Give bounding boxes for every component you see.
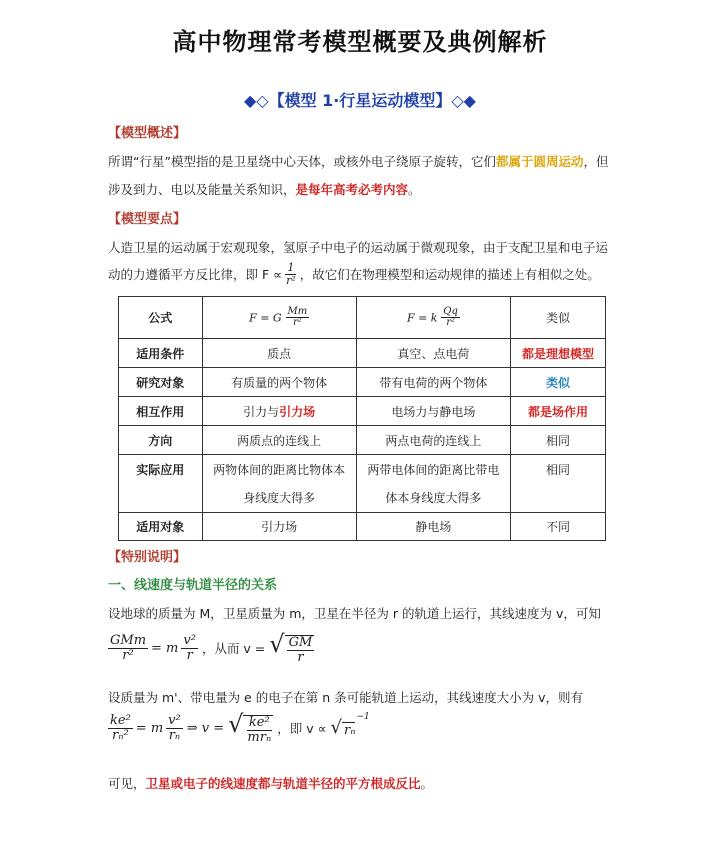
- formula-prefix: F = G: [249, 311, 282, 324]
- coulomb-cell: 电场力与静电场: [356, 397, 510, 426]
- table-row: [119, 368, 606, 397]
- fraction-denominator: r: [297, 649, 304, 665]
- fraction-denominator: r²: [293, 317, 302, 328]
- key-points-line-1: 人造卫星的运动属于宏观现象，氢原子中电子的运动属于微观现象，由于支配卫星和电子运: [108, 240, 609, 255]
- conclusion-line: [108, 774, 433, 792]
- coulomb-cell: 静电场: [356, 513, 510, 541]
- document-title: 高中物理常考模型概要及典例解析: [172, 27, 548, 56]
- row-label: 适用条件: [119, 339, 203, 368]
- v2-over-rn-fraction: [166, 714, 183, 742]
- cell-text: 引力与: [243, 404, 280, 419]
- conclusion-text: 可见，: [108, 776, 146, 791]
- equals-m: = m: [135, 720, 164, 736]
- inverse-square-fraction: [284, 262, 298, 286]
- overview-text-end: ，但: [583, 154, 609, 169]
- gravity-cell: 引力场: [202, 513, 356, 541]
- overview-text-2: 涉及到力、电以及能量关系知识，: [108, 182, 296, 197]
- key-points-heading: 【模型要点】: [108, 212, 187, 227]
- coulomb-cell: 真空、点电荷: [356, 339, 510, 368]
- overview-highlight-circular: 都属于圆周运动: [495, 154, 584, 169]
- cell-line: 两带电体间的距离比带电: [367, 462, 500, 477]
- ke2-fraction: [108, 714, 133, 742]
- fraction-denominator: rₙ: [168, 727, 181, 743]
- fraction-denominator: rₙ²: [112, 727, 129, 743]
- gravity-cell: 两质点的连线上: [202, 426, 356, 455]
- fraction-numerator: GMm: [110, 633, 147, 648]
- fraction-denominator: mrₙ: [247, 729, 272, 745]
- coulomb-cell: 两点电荷的连线上: [356, 426, 510, 455]
- cell-highlight: 引力场: [279, 404, 316, 419]
- fraction-denominator: r²: [286, 273, 296, 287]
- v2-fraction: [181, 634, 198, 662]
- row-label: 相互作用: [119, 397, 203, 426]
- exponent: −1: [356, 712, 370, 722]
- satellite-paragraph: 设地球的质量为 M，卫星质量为 m，卫星在半径为 r 的轨道上运行，其线速度为 v，可知: [108, 606, 601, 621]
- compare-cell: 不同: [511, 513, 606, 541]
- sqrt-icon: √: [330, 716, 342, 738]
- coulomb-formula-cell: [356, 297, 510, 339]
- fraction-numerator: ke²: [110, 713, 131, 728]
- table-row: [119, 426, 606, 455]
- compare-cell: 都是场作用: [511, 397, 606, 426]
- rn-variable: rₙ: [344, 722, 356, 738]
- sqrt-body: [285, 635, 315, 664]
- table-row: [119, 455, 606, 513]
- row-label: 适用对象: [119, 513, 203, 541]
- gm-over-r-fraction: [287, 636, 315, 664]
- coulomb-cell: [356, 455, 510, 513]
- formula-prefix: F = k: [406, 311, 438, 324]
- comparison-table: [118, 296, 606, 541]
- electron-paragraph: 设质量为 m'、带电量为 e 的电子在第 n 条可能轨道上运动，其线速度大小为 v，则有: [108, 690, 583, 705]
- fraction-denominator: r: [186, 647, 193, 663]
- implies-arrow: ⇒ v =: [186, 720, 225, 736]
- sqrt-expression: [228, 712, 273, 744]
- key-points-text-end: ，故它们在物理模型和运动规律的描述上有相似之处。: [299, 267, 600, 283]
- gravity-formula-cell: [202, 297, 356, 339]
- compare-cell: 都是理想模型: [511, 339, 606, 368]
- overview-line-2: [108, 180, 421, 198]
- key-points-line-2: [108, 262, 600, 286]
- table-row: [119, 397, 606, 426]
- gravity-cell: [202, 455, 356, 513]
- special-heading: 【特别说明】: [108, 550, 187, 565]
- table-row-formula: [119, 297, 606, 339]
- gravity-cell: 有质量的两个物体: [202, 368, 356, 397]
- sqrt-icon: √: [269, 630, 285, 658]
- row-label: 方向: [119, 426, 203, 455]
- model-heading: ◆◇【模型 1·行星运动模型】◇◆: [243, 91, 476, 110]
- fraction-numerator: GM: [288, 635, 313, 650]
- key-points-text: 动的力遵循平方反比律，即 F ∝: [108, 267, 283, 283]
- fraction-numerator: v²: [168, 713, 181, 728]
- overview-heading: 【模型概述】: [108, 126, 187, 141]
- gmm-fraction: [108, 634, 148, 662]
- cell-line: 两物体间的距离比物体本: [213, 462, 346, 477]
- table-row: [119, 339, 606, 368]
- compare-cell: 类似: [511, 297, 606, 339]
- root-rn: [330, 716, 356, 738]
- equation-connector: ，即 v ∝: [277, 721, 327, 737]
- row-label: 研究对象: [119, 368, 203, 397]
- compare-cell: 类似: [511, 368, 606, 397]
- satellite-equation: [108, 632, 314, 664]
- fraction-numerator: Qq: [443, 305, 458, 317]
- coulomb-fraction: [441, 307, 460, 329]
- sqrt-body: [243, 715, 273, 744]
- overview-highlight-exam: 是每年高考必考内容: [295, 182, 409, 197]
- compare-cell: 相同: [511, 455, 606, 513]
- conclusion-highlight: 卫星或电子的线速度都与轨道半径的平方根成反比: [145, 776, 421, 791]
- compare-cell: 相同: [511, 426, 606, 455]
- cell-line: 体本身线度大得多: [385, 490, 482, 505]
- conclusion-end: 。: [420, 776, 434, 791]
- velocity-radius-heading: 一、线速度与轨道半径的关系: [108, 578, 278, 593]
- gravity-fraction: [286, 307, 310, 329]
- sqrt-icon: √: [228, 710, 244, 738]
- equation-connector: ，从而 v =: [201, 641, 266, 657]
- fraction-denominator: r²: [446, 317, 455, 328]
- sqrt-expression: [269, 632, 314, 664]
- fraction-numerator: 1: [287, 261, 295, 274]
- coulomb-cell: 带有电荷的两个物体: [356, 368, 510, 397]
- row-label: 实际应用: [119, 455, 203, 513]
- equals-m: = m: [151, 640, 179, 656]
- fraction-numerator: ke²: [248, 715, 270, 730]
- fraction-denominator: r²: [122, 647, 134, 663]
- cell-line: 身线度大得多: [243, 490, 316, 505]
- table-row: [119, 513, 606, 541]
- fraction-numerator: v²: [183, 633, 196, 648]
- row-label: 公式: [119, 297, 203, 339]
- overview-text-2-end: 。: [408, 182, 421, 197]
- overview-text: 所谓“行星”模型指的是卫星绕中心天体，或核外电子绕原子旋转，它们: [108, 154, 496, 169]
- electron-equation: [108, 712, 370, 744]
- gravity-cell: 质点: [202, 339, 356, 368]
- ke2-over-mrn-fraction: [245, 716, 273, 744]
- overview-line-1: [108, 152, 608, 170]
- fraction-numerator: Mm: [287, 305, 308, 317]
- gravity-cell: [202, 397, 356, 426]
